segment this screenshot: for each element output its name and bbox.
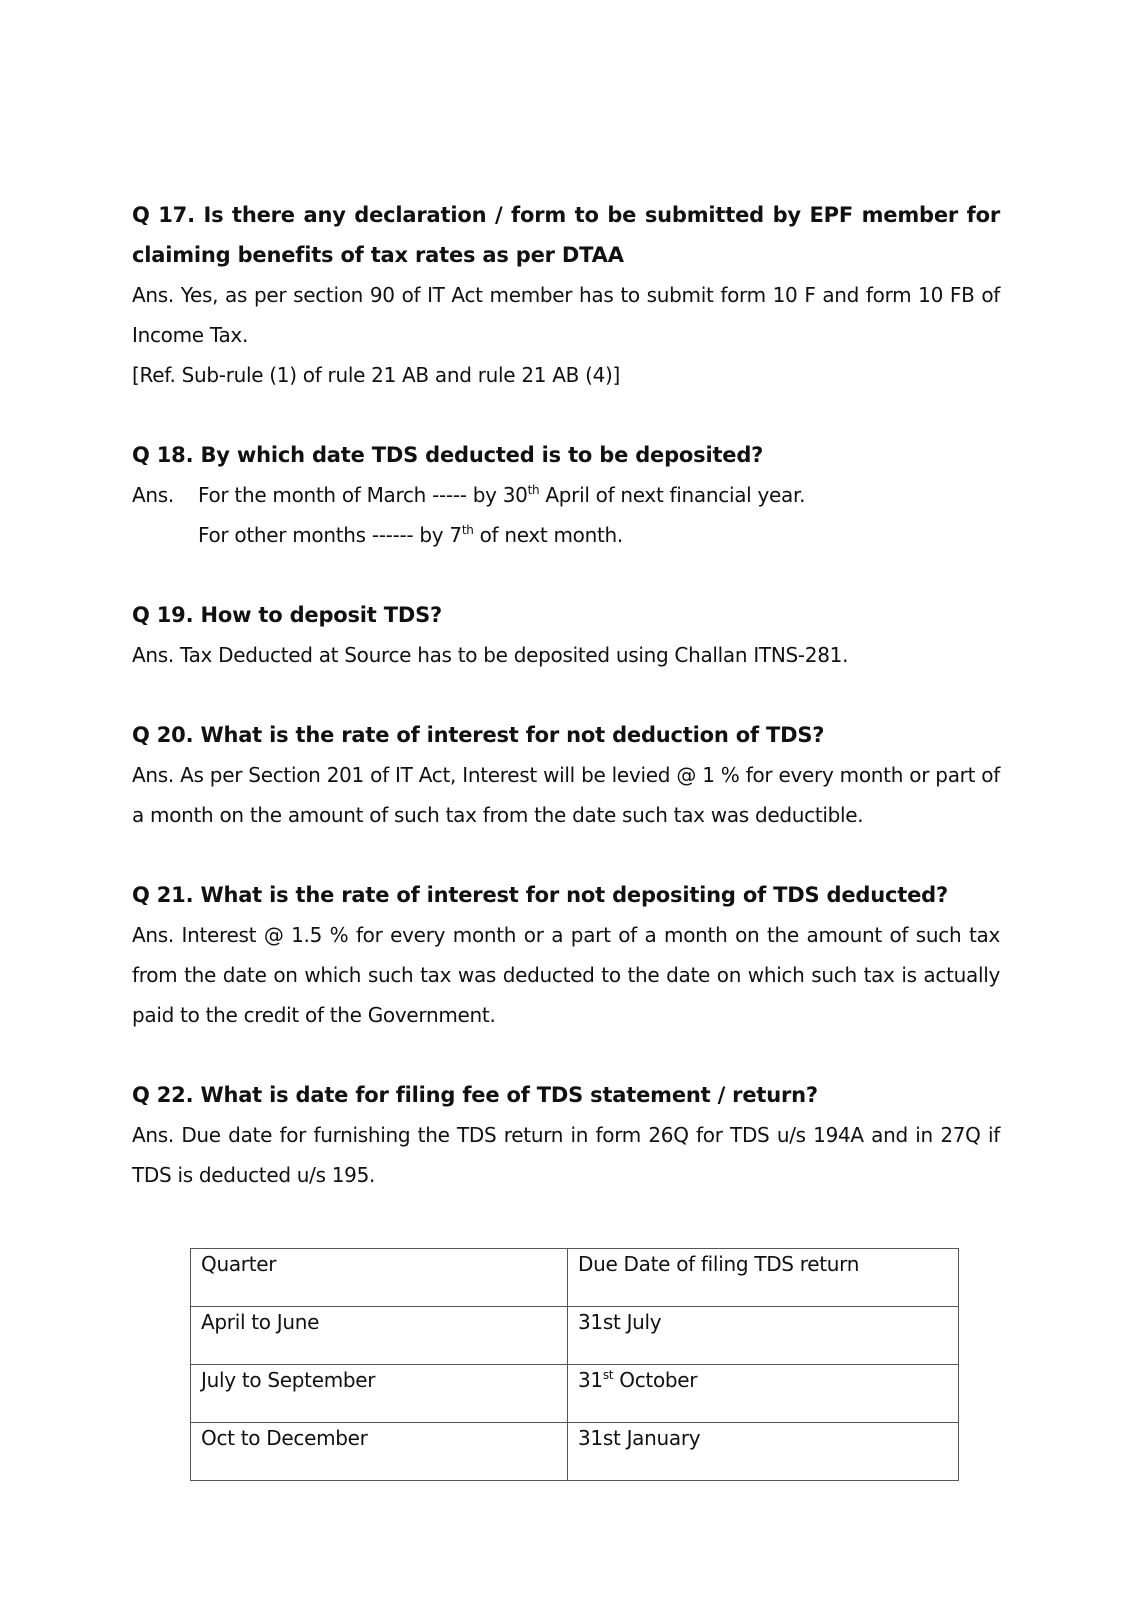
answer-18-text-2: For other months ------ by 7th of next month. [198, 523, 623, 547]
table-cell-due-date: 31st October [568, 1365, 959, 1423]
table-cell-due-date: 31st January [568, 1423, 959, 1481]
table-header-quarter: Quarter [191, 1249, 568, 1307]
answer-21: Ans. Interest @ 1.5 % for every month or a part of a month on the amount of such tax from the date on which such tax was deducted to the date on which such tax is actually paid to the credit of the Government. [132, 923, 1000, 1027]
qa-item-21 [132, 875, 1000, 1035]
table-header-row [191, 1249, 959, 1307]
answer-19: Ans. Tax Deducted at Source has to be deposited using Challan ITNS-281. [132, 643, 849, 667]
answer-20: Ans. As per Section 201 of IT Act, Interest will be levied @ 1 % for every month or part of a month on the amount of such tax from the date such tax was deductible. [132, 763, 1000, 827]
answer-18-line-2 [132, 515, 1000, 555]
table-header-due-date: Due Date of filing TDS return [568, 1249, 959, 1307]
question-22: Q 22. What is date for filing fee of TDS statement / return? [132, 1083, 818, 1107]
table-cell-due-date: 31st July [568, 1307, 959, 1365]
question-21: Q 21. What is the rate of interest for not depositing of TDS deducted? [132, 883, 948, 907]
question-18: Q 18. By which date TDS deducted is to be deposited? [132, 443, 764, 467]
qa-item-20 [132, 715, 1000, 835]
qa-item-18 [132, 435, 1000, 555]
question-19: Q 19. How to deposit TDS? [132, 603, 443, 627]
table-cell-quarter: April to June [191, 1307, 568, 1365]
table-row [191, 1423, 959, 1481]
question-20: Q 20. What is the rate of interest for not deduction of TDS? [132, 723, 825, 747]
answer-label: Ans. [132, 483, 174, 507]
table-row [191, 1307, 959, 1365]
tds-due-date-table [190, 1248, 959, 1481]
table-row [191, 1365, 959, 1423]
document-body [132, 195, 1000, 1195]
reference-17: [Ref. Sub-rule (1) of rule 21 AB and rule 21 AB (4)] [132, 363, 621, 387]
answer-17: Ans. Yes, as per section 90 of IT Act member has to submit form 10 F and form 10 FB of Income Tax. [132, 283, 1000, 347]
table-cell-quarter: July to September [191, 1365, 568, 1423]
qa-item-22 [132, 1075, 1000, 1195]
answer-22: Ans. Due date for furnishing the TDS return in form 26Q for TDS u/s 194A and in 27Q if TDS is deducted u/s 195. [132, 1123, 1000, 1187]
question-17: Q 17. Is there any declaration / form to be submitted by EPF member for claiming benefits of tax rates as per DTAA [132, 203, 1000, 267]
table-cell-quarter: Oct to December [191, 1423, 568, 1481]
answer-18-text-1: For the month of March ----- by 30th April of next financial year. [198, 483, 806, 507]
answer-18-line-1 [132, 475, 1000, 515]
qa-item-19 [132, 595, 1000, 675]
qa-item-17 [132, 195, 1000, 395]
